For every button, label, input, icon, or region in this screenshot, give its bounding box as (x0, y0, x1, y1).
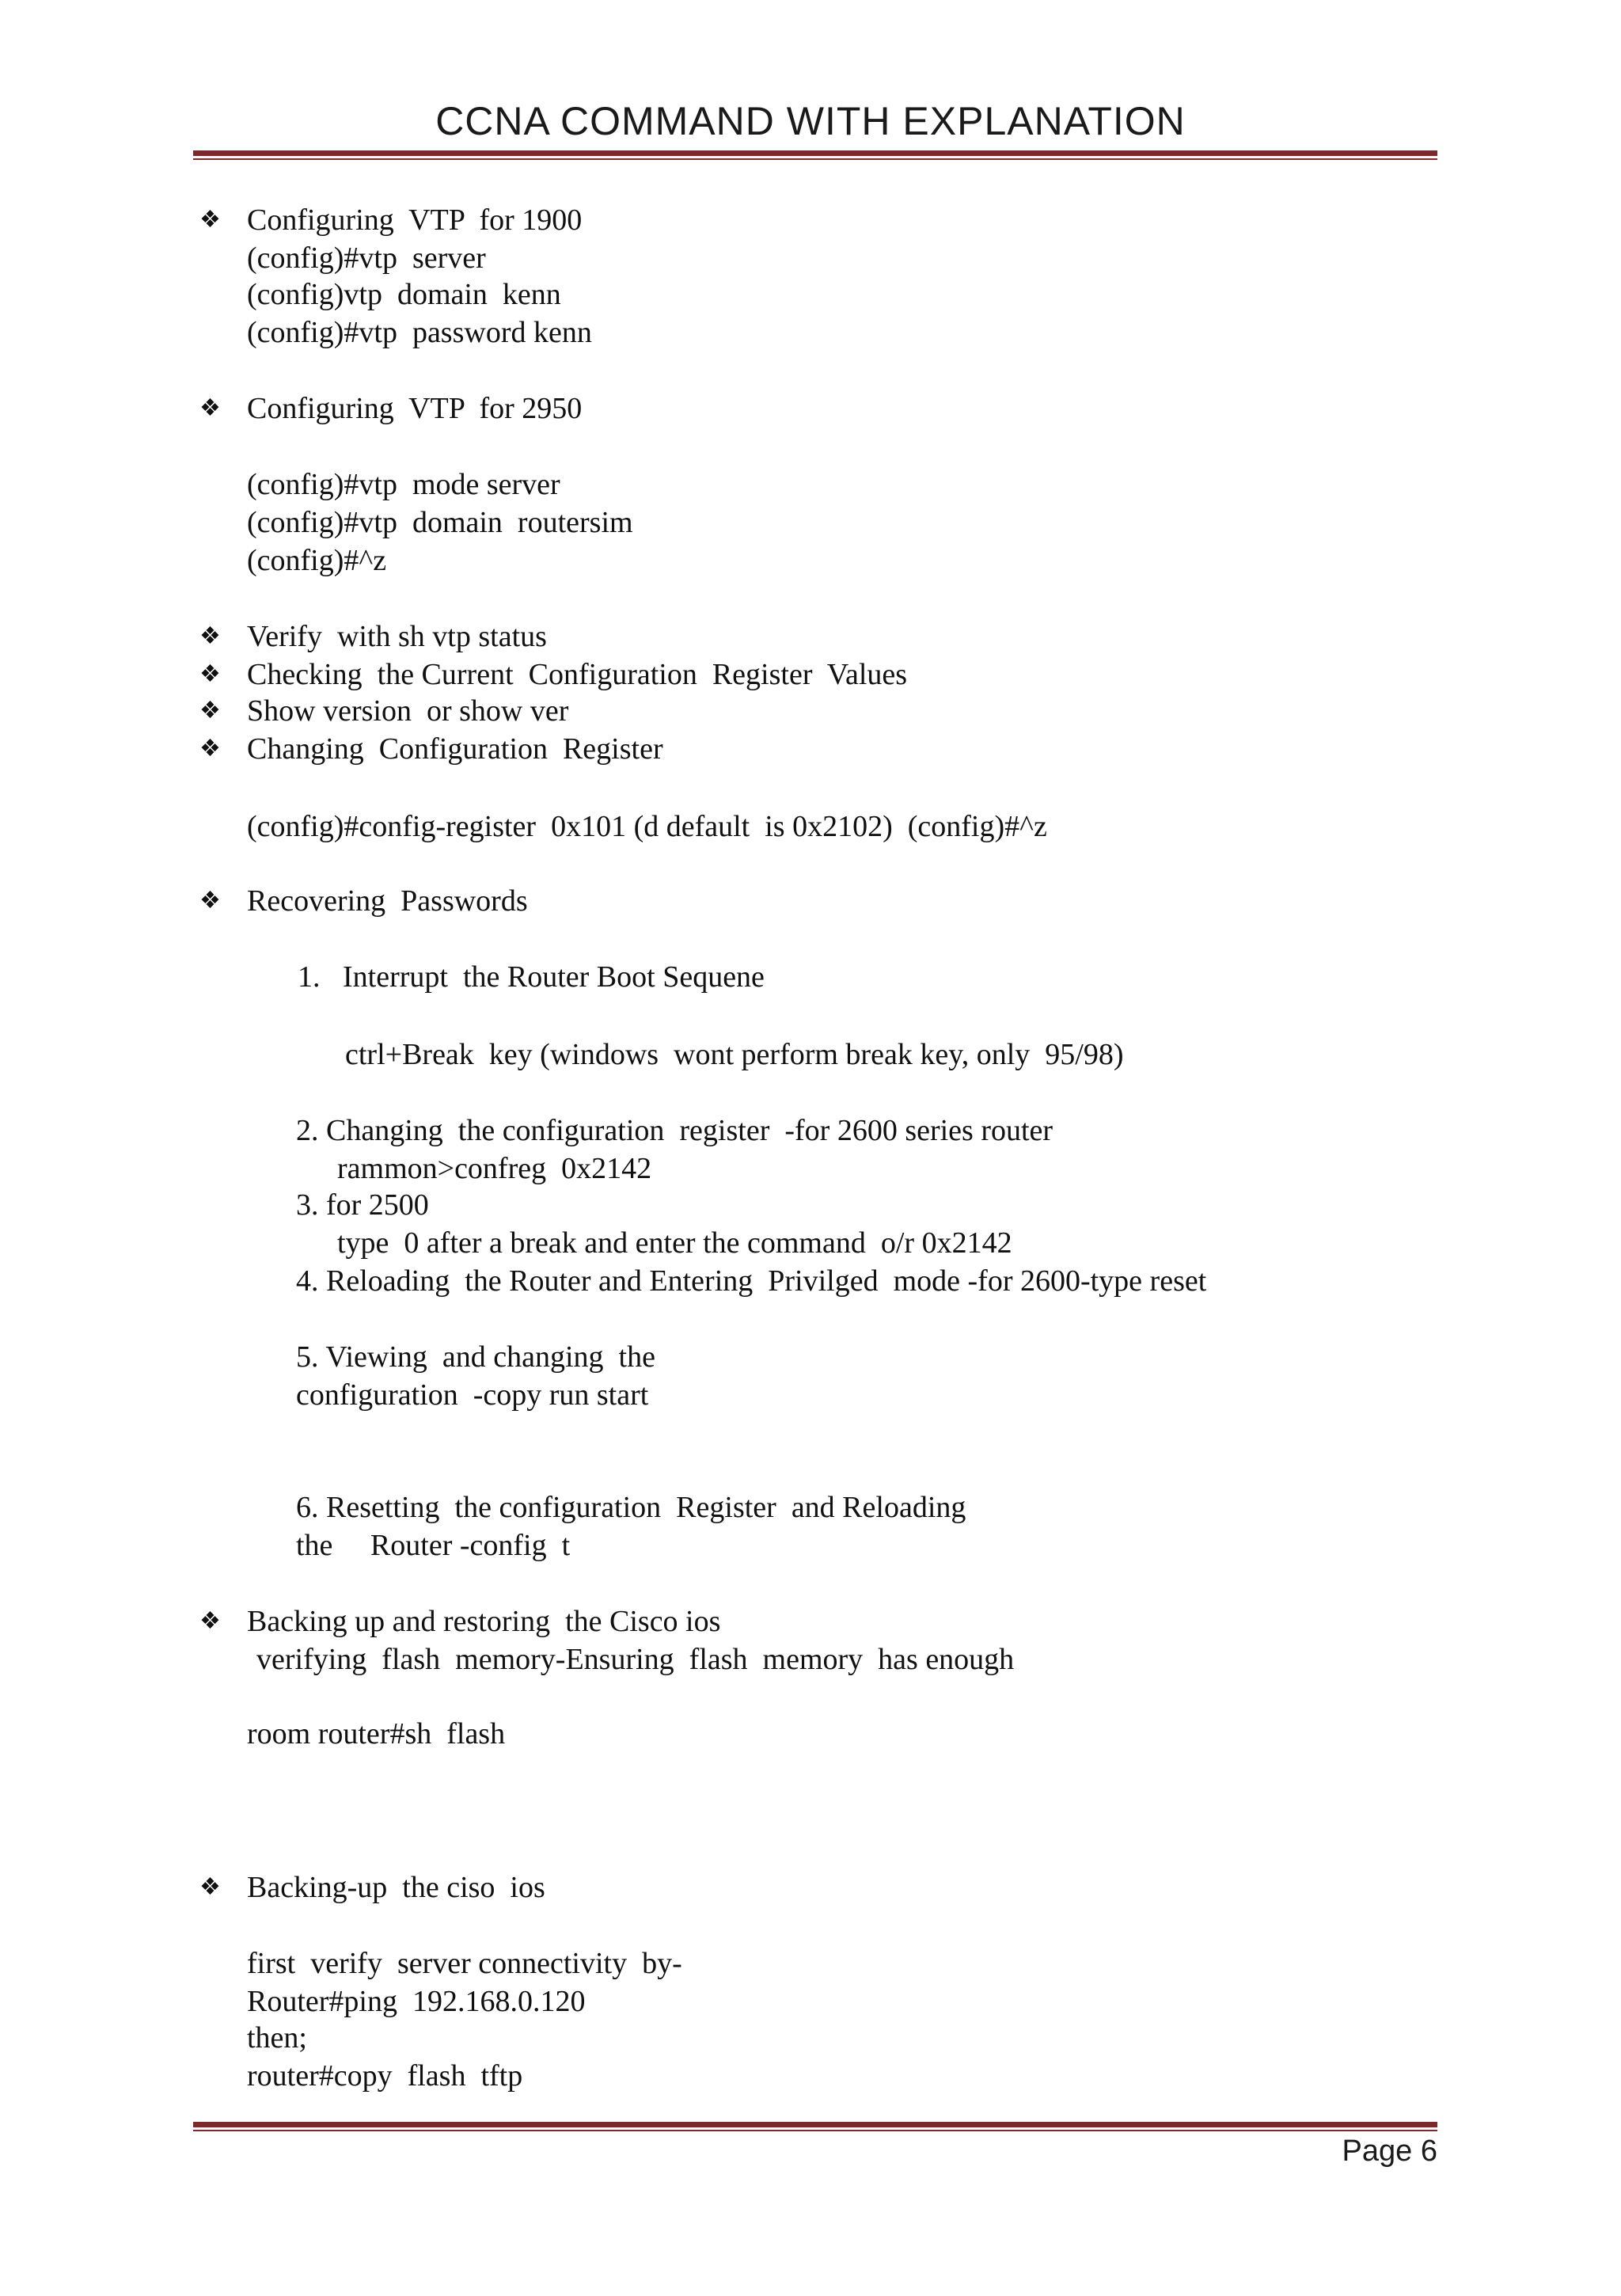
page-number: Page 6 (1342, 2134, 1437, 2168)
bullet-icon: ❖ (199, 661, 221, 687)
header-rule (193, 150, 1437, 160)
list-item: Router#ping 192.168.0.120 (247, 1985, 586, 2018)
list-item: Checking the Current Configuration Register Values (247, 658, 908, 691)
list-item: 5. Viewing and changing the (296, 1340, 655, 1374)
bullet-icon: ❖ (199, 736, 221, 762)
bullet-icon: ❖ (199, 698, 221, 724)
list-item: configuration -copy run start (296, 1378, 649, 1412)
list-item: (config)#vtp server (247, 241, 486, 275)
list-item: Changing Configuration Register (247, 732, 663, 766)
bullet-icon: ❖ (199, 888, 221, 914)
bullet-icon: ❖ (199, 207, 221, 233)
list-item: (config)#vtp mode server (247, 468, 560, 501)
list-item: Configuring VTP for 1900 (247, 203, 583, 237)
list-item: then; (247, 2021, 307, 2055)
list-item: ctrl+Break key (windows wont perform break key, only 95/98) (345, 1038, 1124, 1071)
bullet-icon: ❖ (199, 1874, 221, 1900)
list-item: (config)#vtp password kenn (247, 316, 592, 349)
list-item: room router#sh flash (247, 1717, 506, 1751)
list-item: (config)#^z (247, 544, 387, 577)
bullet-icon: ❖ (199, 395, 221, 421)
list-item: 4. Reloading the Router and Entering Privilged mode -for 2600-type reset (296, 1264, 1207, 1298)
footer-rule (193, 2122, 1437, 2131)
list-item: Backing up and restoring the Cisco ios (247, 1605, 721, 1638)
list-item: (config)vtp domain kenn (247, 278, 561, 311)
bullet-icon: ❖ (199, 1608, 221, 1634)
list-item: router#copy flash tftp (247, 2059, 523, 2093)
list-item: Recovering Passwords (247, 884, 528, 918)
list-item: type 0 after a break and enter the command o/r 0x2142 (337, 1226, 1012, 1260)
list-item: (config)#config-register 0x101 (d default is 0x2102) (config)#^z (247, 810, 1047, 843)
list-item: Verify with sh vtp status (247, 620, 547, 653)
list-item: 2. Changing the configuration register -for 2600 series router (296, 1114, 1053, 1147)
list-item: 3. for 2500 (296, 1188, 429, 1222)
list-item: Show version or show ver (247, 694, 569, 728)
list-item: the Router -config t (296, 1529, 571, 1562)
list-item: rammon>confreg 0x2142 (337, 1152, 652, 1185)
list-item: (config)#vtp domain routersim (247, 506, 633, 539)
list-item: Backing-up the ciso ios (247, 1871, 545, 1904)
bullet-icon: ❖ (199, 623, 221, 649)
list-item: Configuring VTP for 2950 (247, 392, 583, 425)
list-item: 6. Resetting the configuration Register and Reloading (296, 1491, 966, 1524)
list-item: first verify server connectivity by- (247, 1947, 682, 1980)
list-item: verifying flash memory-Ensuring flash memory has enough (256, 1643, 1015, 1676)
list-item: 1. Interrupt the Router Boot Sequene (298, 960, 765, 994)
page-header-title: CCNA COMMAND WITH EXPLANATION (435, 99, 1186, 143)
